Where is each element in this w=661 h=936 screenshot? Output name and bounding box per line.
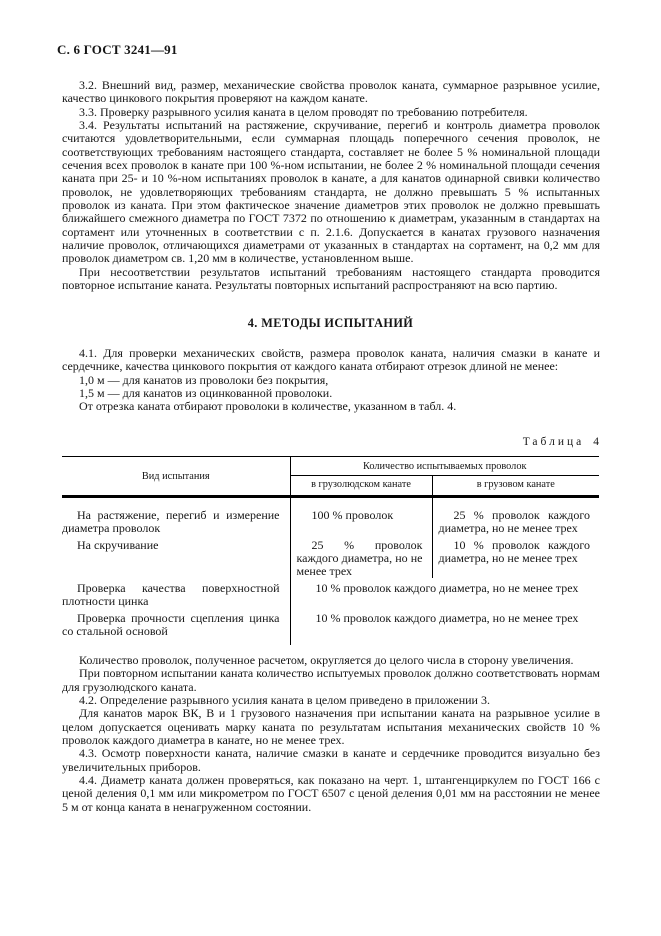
cell-cargo-value: 10 % проволок каждого диаметра, но не менее трех — [438, 538, 590, 565]
table-row — [62, 497, 599, 536]
cell-test-kind: Проверка качества поверхностной плотности цинка — [62, 578, 290, 608]
paragraph-4-2-continued: Для канатов марок ВК, В и 1 грузового назначения при испытании каната на разрывное усилие в целом допускается оценивать марку каната по результатам испытания механических свойств 10 % проволок каждого диаметра в канате, но не менее трех. — [62, 706, 600, 748]
paragraph-3-2: 3.2. Внешний вид, размер, механические свойства проволок каната, суммарное разрывное усилие, качество цинкового покрытия проверяют на каждом канате. — [62, 78, 600, 106]
column-header-passenger-rope: в грузолюдском канате — [290, 476, 432, 497]
cell-both-value: 10 % проволок каждого диаметра, но не менее трех — [315, 581, 579, 595]
list-item-uncoated: 1,0 м — для канатов из проволоки без покрытия, — [79, 372, 329, 387]
paragraph-rounding: Количество проволок, полученное расчетом, округляется до целого числа в сторону увеличения. — [79, 653, 574, 667]
paragraph-4-2: 4.2. Определение разрывного усилия каната в целом приведено в приложении 3. — [79, 693, 490, 708]
cell-test-kind: Проверка прочности сцепления цинка со стальной основой — [62, 608, 290, 645]
paragraph-retest: При несоответствии результатов испытаний требованиям настоящего стандарта проводится повторное испытание каната. Результаты повторных испытаний распространяют на всю партию. — [62, 264, 600, 293]
section-4-1-text — [62, 347, 600, 414]
section-4-2-to-4-4-text — [62, 654, 600, 814]
paragraph-sampling: От отрезка каната отбирают проволоки в количестве, указанном в табл. 4. — [79, 399, 457, 414]
table-label-number: 4 — [593, 436, 599, 448]
paragraph-4-4: 4.4. Диаметр каната должен проверяться, как показано на черт. 1, штангенциркулем по ГОСТ 166 с ценой деления 0,1 мм или микрометром по ГОСТ 6507 с ценой деления 0,01 мм на расстоянии не менее 5 м от конца каната в ненагруженном состоянии. — [62, 773, 600, 814]
cell-both-value: 10 % проволок каждого диаметра, но не менее трех — [315, 611, 579, 625]
paragraph-4-1: 4.1. Для проверки механических свойств, размера проволок каната, наличия смазки в канате и сердечнике, качества цинкового покрытия от каждого каната отбирают отрезок длиной не менее: — [62, 346, 600, 374]
table-row — [62, 535, 599, 578]
cell-cargo-value: 25 % проволок каждого диаметра, но не менее трех — [438, 508, 590, 535]
section-4-heading: 4. МЕТОДЫ ИСПЫТАНИЙ — [247, 316, 414, 330]
paragraph-repeat-test: При повторном испытании каната количество испытуемых проволок должно соответствовать нормам для грузолюдского каната. — [62, 666, 600, 694]
paragraph-3-3: 3.3. Проверку разрывного усилия каната в целом проводят по требованию потребителя. — [79, 104, 528, 119]
section-3-text — [62, 79, 600, 293]
table-4-label — [523, 436, 599, 448]
cell-test-kind: На растяжение, перегиб и измерение диаметра проволок — [62, 497, 290, 536]
table-header — [62, 457, 599, 497]
column-header-test-kind: Вид испытания — [62, 457, 290, 497]
table-row — [62, 608, 599, 645]
column-header-cargo-rope: в грузовом канате — [476, 479, 555, 490]
table-label-word: Таблица — [522, 436, 585, 448]
cell-test-kind: На скручивание — [62, 535, 290, 578]
paragraph-3-4: 3.4. Результаты испытаний на растяжение, скручивание, перегиб и контроль диаметра проволок считаются удовлетворительными, если суммарная площадь поперечного сечения проволок, не соответствующих требованиям настоящего стандарта, составляет не более 5 % номинальной площади сечения всех проволок в канате при 100 %-ном испытании, не более 2 % номинальной площади сечения каната при 25- и 10 %-ном испытаниях проволок в канате, а для канатов одинарной свивки количество проволок, не удовлетворяющих требованиям стандарта, не должно превышать 5 % испытанных проволок из каната. При этом фактическое значение диаметров этих проволок не должно превышать ближайшего смежного диаметра по ГОСТ 7372 по отношению к диаметрам, указанным в стандартах на сортамент или уточненных в соответствии с п. 2.1.6. Допускается в канатах грузового назначения наличие проволок, отличающихся диаметрами от указанных в стандартах на сортамент, на 0,2 мм для проволок диаметром св. 1,20 мм в количестве, установленном выше. — [62, 118, 600, 266]
paragraph-4-3: 4.3. Осмотр поверхности каната, наличие смазки в канате и сердечнике проводится визуально без увеличительных приборов. — [62, 746, 600, 774]
page-header-running-title: С. 6 ГОСТ 3241—91 — [57, 42, 178, 57]
column-group-header-quantity: Количество испытываемых проволок — [290, 457, 599, 476]
cell-passenger-value: 100 % проволок — [290, 497, 432, 536]
list-item-zinc: 1,5 м — для канатов из оцинкованной проволоки. — [79, 386, 333, 401]
cell-passenger-value: 25 % проволок каждого диаметра, но не менее трех — [290, 535, 432, 578]
test-wire-count-table — [62, 456, 599, 645]
table-row — [62, 578, 599, 608]
table-4 — [62, 456, 599, 645]
